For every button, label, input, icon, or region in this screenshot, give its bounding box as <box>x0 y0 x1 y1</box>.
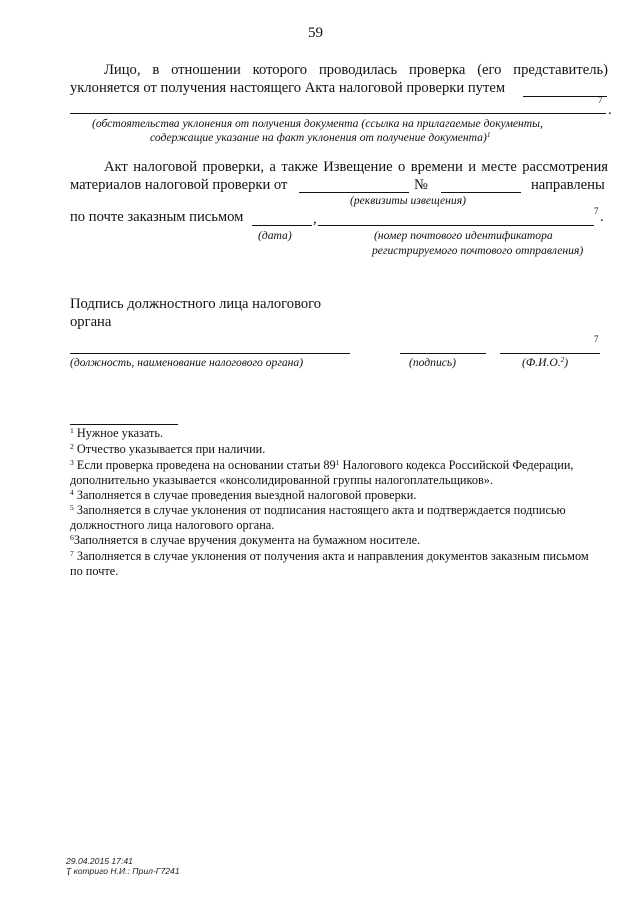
mailing-line-3-prefix: по почте заказным письмом <box>70 209 244 225</box>
footnote-3-sup: 1 <box>335 457 340 467</box>
footnote-5-text: Заполняется в случае уклонения от подписания настоящего акта и подтверждается подписью <box>76 503 566 517</box>
footnote-6 <box>70 533 420 548</box>
footnote-separator <box>70 424 178 425</box>
mail-period: . <box>600 209 604 225</box>
footnote-1-num: 1 <box>70 425 74 435</box>
sent-label: направлены <box>531 177 605 193</box>
evasion-caption-text: содержащие указание на факт уклонения от получение документа) <box>150 131 487 144</box>
signature-footnote-ref: 7 <box>594 334 599 344</box>
notice-caption: (реквизиты извещения) <box>350 194 466 207</box>
footnote-4-num: 4 <box>70 487 74 497</box>
notice-number-blank[interactable] <box>441 192 521 193</box>
position-blank[interactable] <box>70 353 350 354</box>
evasion-circumstances-blank[interactable] <box>70 113 606 114</box>
print-stamp-date: 29.04.2015 17:41 <box>66 856 133 866</box>
footnote-4 <box>70 488 416 503</box>
fio-caption-sup: 2 <box>560 356 565 365</box>
position-caption: (должность, наименование налогового органа) <box>70 356 304 369</box>
evasion-caption-line-2 <box>150 131 490 144</box>
footnote-2-text: Отчество указывается при наличии. <box>76 442 266 456</box>
notice-date-blank[interactable] <box>299 192 409 193</box>
page-number: 59 <box>308 25 323 41</box>
evasion-line-2: уклоняется от получения настоящего Акта налоговой проверки путем <box>70 80 506 96</box>
sign-caption: (подпись) <box>409 356 457 369</box>
footnote-1 <box>70 426 163 441</box>
mail-footnote-ref: 7 <box>594 206 599 216</box>
footnote-3-line-2: дополнительно указывается «консолидированной группы налогоплательщиков». <box>70 473 494 487</box>
fio-caption <box>522 356 568 369</box>
evasion-line-1: Лицо, в отношении которого проводилась проверка (его представитель) <box>104 62 608 78</box>
mail-date-blank[interactable] <box>252 225 312 226</box>
footnote-6-num: 6 <box>70 532 74 542</box>
footnote-2 <box>70 442 265 457</box>
fio-blank[interactable] <box>500 353 600 354</box>
footnote-3 <box>70 458 573 473</box>
fio-caption-text: (Ф.И.О. <box>522 356 561 369</box>
footnote-3-text-b: Налогового кодекса Российской Федерации, <box>339 458 574 472</box>
postal-id-blank[interactable] <box>318 225 594 226</box>
footnote-7 <box>70 549 589 564</box>
print-stamp-user: Ҭ котриго Н.И.: Прил-Г7241 <box>66 866 180 876</box>
number-sign: № <box>414 177 428 193</box>
mail-comma: , <box>313 211 317 227</box>
evasion-caption-line-1: (обстоятельства уклонения от получения документа (ссылка на прилагаемые документы, <box>92 117 543 130</box>
evasion-period: . <box>608 102 612 118</box>
signature-label-line-2: органа <box>70 314 112 330</box>
footnote-5-line-2: должностного лица налогового органа. <box>70 518 275 532</box>
date-caption: (дата) <box>258 229 292 242</box>
signature-label-line-1: Подпись должностного лица налогового <box>70 296 322 312</box>
evasion-method-blank[interactable] <box>523 96 607 97</box>
footnote-2-num: 2 <box>70 441 74 451</box>
postal-caption-line-1: (номер почтового идентификатора <box>374 229 553 242</box>
sign-blank[interactable] <box>400 353 486 354</box>
fio-caption-close: ) <box>564 356 569 369</box>
footnote-5 <box>70 503 566 518</box>
footnote-7-line-2: по почте. <box>70 564 119 578</box>
mailing-line-2-prefix: материалов налоговой проверки от <box>70 177 288 193</box>
mailing-line-1: Акт налоговой проверки, а также Извещение о времени и месте рассмотрения <box>104 159 608 175</box>
footnote-6-text: Заполняется в случае вручения документа на бумажном носителе. <box>73 533 421 547</box>
footnote-3-text-a: Если проверка проведена на основании статьи 89 <box>76 458 336 472</box>
footnote-4-text: Заполняется в случае проведения выездной налоговой проверки. <box>76 488 417 502</box>
footnote-3-num: 3 <box>70 457 74 467</box>
footnote-1-text: Нужное указать. <box>76 426 164 440</box>
footnote-7-num: 7 <box>70 548 74 558</box>
footnote-7-text: Заполняется в случае уклонения от получения акта и направления документов заказным письмом <box>76 549 589 563</box>
evasion-footnote-ref: 7 <box>598 95 603 105</box>
postal-caption-line-2: регистрируемого почтового отправления) <box>372 244 584 257</box>
footnote-5-num: 5 <box>70 502 74 512</box>
evasion-caption-sup: 1 <box>486 131 491 140</box>
